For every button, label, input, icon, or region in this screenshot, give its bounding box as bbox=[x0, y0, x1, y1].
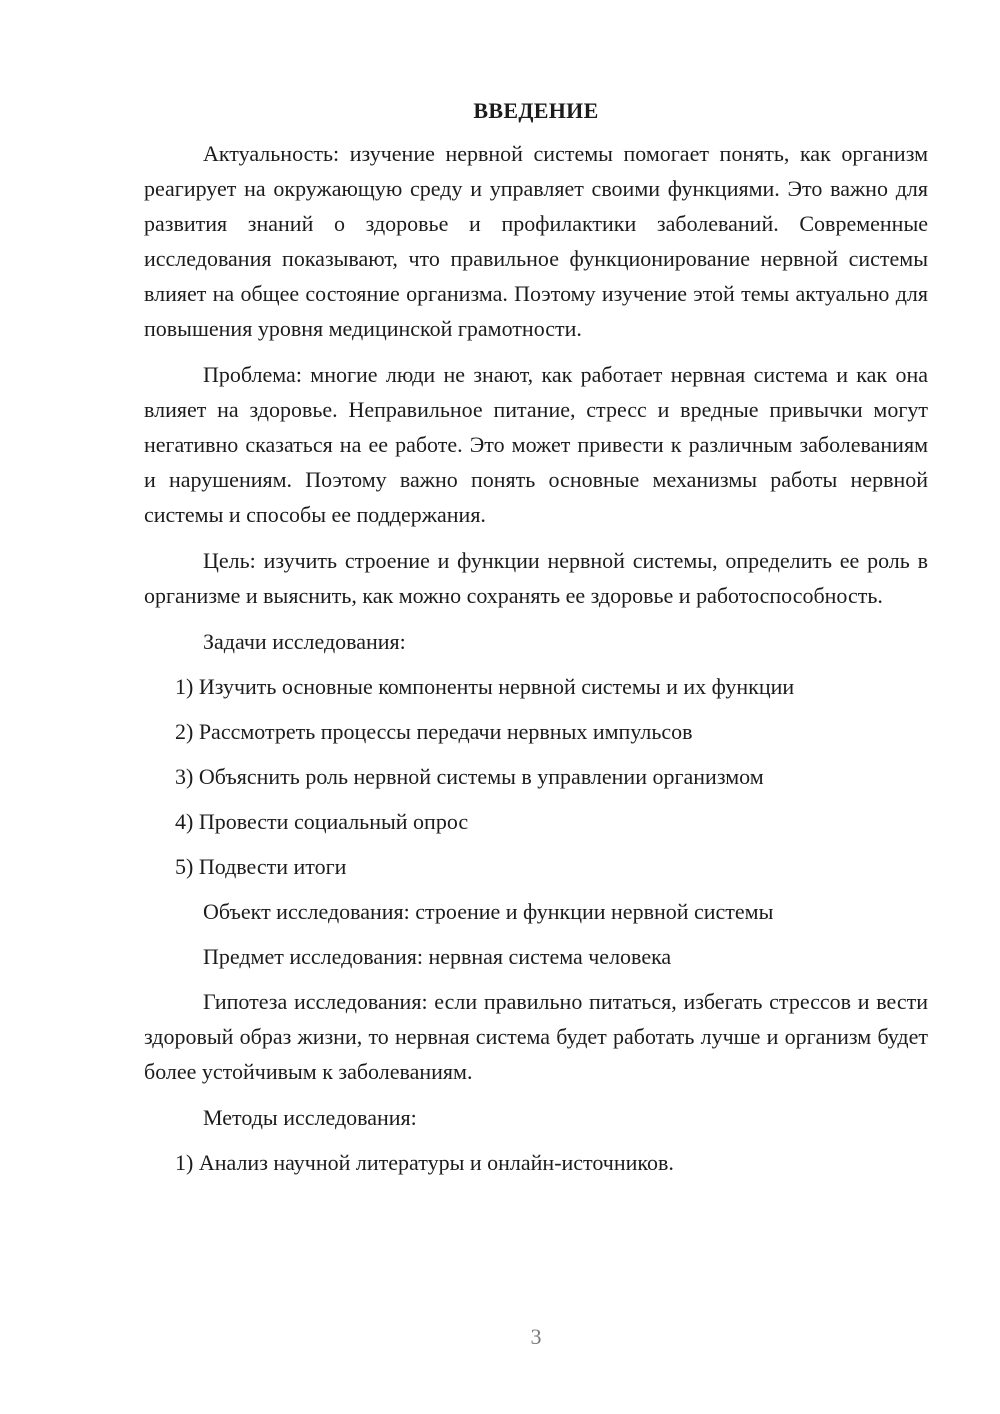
object-line: Объект исследования: строение и функции нервной системы bbox=[203, 899, 774, 924]
page-number: 3 bbox=[530, 1324, 542, 1349]
list-item: 4) Провести социальный опрос bbox=[175, 809, 469, 834]
list-item: 2) Рассмотреть процессы передачи нервных импульсов bbox=[175, 719, 693, 744]
tasks-heading: Задачи исследования: bbox=[203, 629, 406, 654]
tasks-list bbox=[144, 669, 928, 884]
problem-paragraph: Проблема: многие люди не знают, как работает нервная система и как она влияет на здоровье. Неправильное питание, стресс и вредные привычки могут негативно сказаться на ее работе. Это может привести к различным заболеваниям и нарушениям. Поэтому важно понять основные механизмы работы нервной системы и способы ее поддержания. bbox=[144, 362, 928, 527]
subject-line: Предмет исследования: нервная система человека bbox=[203, 944, 672, 969]
hypothesis-paragraph: Гипотеза исследования: если правильно питаться, избегать стрессов и вести здоровый образ жизни, то нервная система будет работать лучше и организм будет более устойчивым к заболеваниям. bbox=[144, 989, 928, 1084]
list-item: 1) Изучить основные компоненты нервной системы и их функции bbox=[175, 674, 795, 699]
methods-heading: Методы исследования: bbox=[203, 1105, 417, 1130]
relevance-paragraph: Актуальность: изучение нервной системы помогает понять, как организм реагирует на окружающую среду и управляет своими функциями. Это важно для развития знаний о здоровье и профилактики заболеваний. Современные исследования показывают, что правильное функционирование нервной системы влияет на общее состояние организма. Поэтому изучение этой темы актуально для повышения уровня медицинской грамотности. bbox=[144, 141, 928, 341]
document-page bbox=[144, 96, 928, 1190]
list-item: 5) Подвести итоги bbox=[175, 854, 347, 879]
goal-paragraph: Цель: изучить строение и функции нервной системы, определить ее роль в организме и выяснить, как можно сохранять ее здоровье и работоспособность. bbox=[144, 548, 928, 608]
list-item: 3) Объяснить роль нервной системы в управлении организмом bbox=[175, 764, 764, 789]
page-title: ВВЕДЕНИЕ bbox=[473, 98, 599, 123]
list-item: 1) Анализ научной литературы и онлайн-источников. bbox=[175, 1150, 674, 1175]
methods-list bbox=[144, 1145, 928, 1180]
